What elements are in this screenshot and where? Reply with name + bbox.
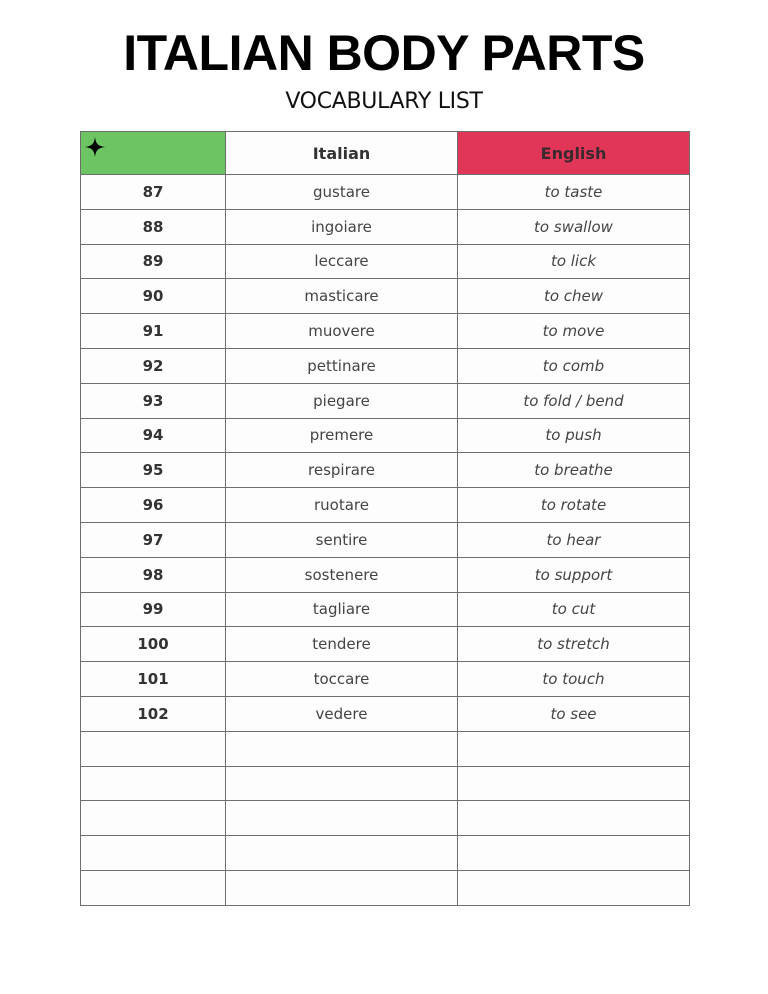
row-number: 100 [81,627,226,662]
row-number: 92 [81,348,226,383]
table-row [81,383,690,418]
vocabulary-table [80,131,690,906]
english-translation [458,801,690,836]
row-number: 91 [81,314,226,349]
english-translation: to comb [458,348,690,383]
table-body [81,175,690,906]
table-row [81,209,690,244]
table-row [81,592,690,627]
english-translation: to support [458,557,690,592]
four-point-star-icon [85,137,105,157]
table-row [81,418,690,453]
italian-word: masticare [226,279,458,314]
english-translation: to lick [458,244,690,279]
row-number: 97 [81,522,226,557]
italian-word: tagliare [226,592,458,627]
table-row [81,488,690,523]
table-row [81,175,690,210]
italian-word [226,801,458,836]
italian-word: tendere [226,627,458,662]
italian-word: respirare [226,453,458,488]
english-translation [458,731,690,766]
english-translation: to move [458,314,690,349]
table-row [81,627,690,662]
row-number: 99 [81,592,226,627]
italian-word [226,766,458,801]
english-translation: to see [458,696,690,731]
table-row [81,557,690,592]
english-translation: to chew [458,279,690,314]
english-translation: to hear [458,522,690,557]
english-translation: to taste [458,175,690,210]
italian-word [226,870,458,905]
english-translation [458,766,690,801]
italian-word: piegare [226,383,458,418]
english-translation: to rotate [458,488,690,523]
row-number: 95 [81,453,226,488]
english-translation [458,870,690,905]
table-row [81,836,690,871]
row-number [81,801,226,836]
row-number: 90 [81,279,226,314]
italian-word: muovere [226,314,458,349]
italian-word: vedere [226,696,458,731]
header-english-column: English [458,132,690,175]
row-number: 96 [81,488,226,523]
table-header-row [81,132,690,175]
row-number: 93 [81,383,226,418]
english-translation: to touch [458,662,690,697]
row-number [81,731,226,766]
italian-word: sostenere [226,557,458,592]
italian-word: leccare [226,244,458,279]
table-row [81,348,690,383]
english-translation: to breathe [458,453,690,488]
row-number [81,836,226,871]
table-row [81,801,690,836]
table-row [81,522,690,557]
english-translation: to push [458,418,690,453]
italian-word: ingoiare [226,209,458,244]
italian-word: premere [226,418,458,453]
english-translation: to fold / bend [458,383,690,418]
italian-word: gustare [226,175,458,210]
italian-word [226,836,458,871]
table-row [81,662,690,697]
italian-word [226,731,458,766]
italian-word: ruotare [226,488,458,523]
table-row [81,279,690,314]
table-row [81,731,690,766]
row-number: 98 [81,557,226,592]
table-row [81,314,690,349]
table-row [81,766,690,801]
row-number: 102 [81,696,226,731]
english-translation [458,836,690,871]
table-row [81,696,690,731]
english-translation: to swallow [458,209,690,244]
row-number [81,766,226,801]
page-title: ITALIAN BODY PARTS [123,25,645,81]
row-number: 88 [81,209,226,244]
row-number: 101 [81,662,226,697]
italian-word: pettinare [226,348,458,383]
table-row [81,870,690,905]
italian-word: sentire [226,522,458,557]
table-row [81,453,690,488]
row-number: 89 [81,244,226,279]
english-translation: to cut [458,592,690,627]
table-row [81,244,690,279]
row-number: 87 [81,175,226,210]
header-italian-column: Italian [226,132,458,175]
italian-word: toccare [226,662,458,697]
row-number: 94 [81,418,226,453]
page-subtitle: VOCABULARY LIST [285,89,483,114]
header-number-column [81,132,226,175]
row-number [81,870,226,905]
english-translation: to stretch [458,627,690,662]
